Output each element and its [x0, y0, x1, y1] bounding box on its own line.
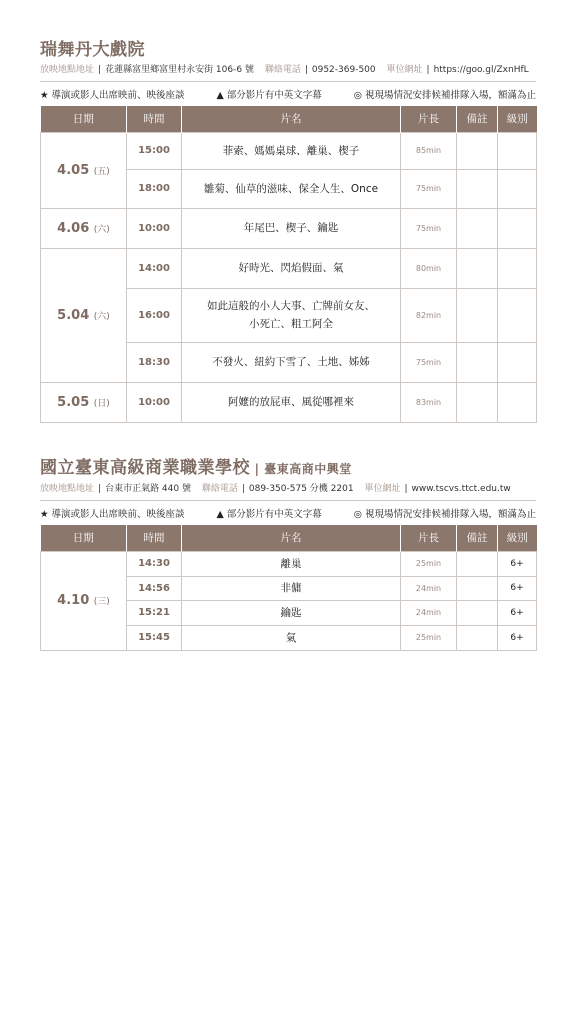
date-cell: 5.05 (日) — [41, 382, 127, 422]
note-cell — [457, 625, 498, 650]
table-row — [41, 248, 537, 288]
table-row — [41, 551, 537, 576]
venue-info: 放映地點地址 | 台東市正氣路 440 號 聯絡電話 | 089-350-575 分機 2201 單位網址 | www.tscvs.ttct.edu.tw — [40, 484, 536, 501]
length-cell: 83min — [401, 382, 457, 422]
length-cell: 24min — [401, 576, 457, 600]
address-value: 台東市正氣路 440 號 — [105, 484, 191, 494]
header-film: 片名 — [182, 525, 401, 551]
grade-cell — [498, 288, 537, 342]
time-cell: 14:00 — [127, 248, 182, 288]
note-cell — [457, 248, 498, 288]
film-cell: 如此這般的小人大事、亡牌前女友、 小死亡、粗工阿全 — [182, 288, 401, 342]
grade-cell: 6+ — [498, 600, 537, 625]
web-label: 單位網址 — [386, 65, 423, 75]
table-row — [41, 382, 537, 422]
phone-label: 聯絡電話 — [201, 484, 238, 494]
film-cell: 阿嬤的放屁車、風從哪裡來 — [182, 382, 401, 422]
note-cell — [457, 288, 498, 342]
table-header-row — [41, 525, 537, 551]
note-waitlist: ◎ 視現場情況安排候補排隊入場，額滿為止 — [353, 90, 536, 101]
note-cell — [457, 208, 498, 248]
address-label: 放映地點地址 — [40, 484, 95, 494]
time-cell: 15:45 — [127, 625, 182, 650]
web-label: 單位網址 — [364, 484, 401, 494]
header-date: 日期 — [41, 106, 127, 132]
length-cell: 75min — [401, 208, 457, 248]
header-time: 時間 — [127, 106, 182, 132]
grade-cell — [498, 382, 537, 422]
header-film: 片名 — [182, 106, 401, 132]
length-cell: 82min — [401, 288, 457, 342]
note-cell — [457, 382, 498, 422]
address-value: 花蓮縣富里鄉富里村永安街 106-6 號 — [105, 65, 254, 75]
note-waitlist: ◎ 視現場情況安排候補排隊入場，額滿為止 — [353, 509, 536, 520]
time-cell: 10:00 — [127, 208, 182, 248]
header-time: 時間 — [127, 525, 182, 551]
note-cell — [457, 132, 498, 169]
note-cell — [457, 600, 498, 625]
time-cell: 15:21 — [127, 600, 182, 625]
venue-section-1 — [40, 40, 536, 423]
length-cell: 25min — [401, 625, 457, 650]
length-cell: 24min — [401, 600, 457, 625]
web-link[interactable]: www.tscvs.ttct.edu.tw — [411, 484, 511, 494]
film-cell: 離巢 — [182, 551, 401, 576]
date-cell: 4.06 (六) — [41, 208, 127, 248]
note-cell — [457, 169, 498, 208]
time-cell: 18:00 — [127, 169, 182, 208]
grade-cell: 6+ — [498, 576, 537, 600]
length-cell: 80min — [401, 248, 457, 288]
phone-value: 089-350-575 分機 2201 — [248, 484, 354, 494]
note-speaker: ★ 導演或影人出席映前、映後座談 — [40, 509, 185, 520]
time-cell: 14:56 — [127, 576, 182, 600]
time-cell: 14:30 — [127, 551, 182, 576]
date-cell: 5.04 (六) — [41, 248, 127, 382]
venue-subtitle: 臺東高商中興堂 — [264, 462, 352, 476]
date-cell: 4.10 (三) — [41, 551, 127, 650]
table-header-row — [41, 106, 537, 132]
venue-title: 瑞舞丹大戲院 — [40, 40, 145, 60]
note-subtitle: ▲ 部分影片有中英文字幕 — [216, 509, 322, 520]
film-cell: 不發火、紐約下雪了、土地、姊姊 — [182, 342, 401, 382]
header-date: 日期 — [41, 525, 127, 551]
note-cell — [457, 342, 498, 382]
date-cell: 4.05 (五) — [41, 132, 127, 208]
grade-cell: 6+ — [498, 551, 537, 576]
film-cell: 菲索、媽媽桌球、離巢、楔子 — [182, 132, 401, 169]
notes-row — [40, 509, 536, 521]
schedule-table — [40, 525, 537, 651]
film-cell: 好時光、閃焰假面、氣 — [182, 248, 401, 288]
schedule-table — [40, 106, 537, 423]
table-row — [41, 132, 537, 169]
note-speaker: ★ 導演或影人出席映前、映後座談 — [40, 90, 185, 101]
note-subtitle: ▲ 部分影片有中英文字幕 — [216, 90, 322, 101]
grade-cell — [498, 132, 537, 169]
table-row — [41, 208, 537, 248]
header-length: 片長 — [401, 106, 457, 132]
note-cell — [457, 576, 498, 600]
header-grade: 級別 — [498, 525, 537, 551]
web-link[interactable]: https://goo.gl/ZxnHfL — [433, 65, 529, 75]
header-note: 備註 — [457, 106, 498, 132]
length-cell: 75min — [401, 342, 457, 382]
time-cell: 16:00 — [127, 288, 182, 342]
film-cell: 氣 — [182, 625, 401, 650]
time-cell: 18:30 — [127, 342, 182, 382]
grade-cell — [498, 248, 537, 288]
venue-title: 國立臺東高級商業職業學校 | 臺東高商中興堂 — [40, 458, 352, 478]
time-cell: 15:00 — [127, 132, 182, 169]
phone-label: 聯絡電話 — [264, 65, 301, 75]
note-cell — [457, 551, 498, 576]
film-cell: 非傭 — [182, 576, 401, 600]
grade-cell — [498, 342, 537, 382]
header-note: 備註 — [457, 525, 498, 551]
grade-cell: 6+ — [498, 625, 537, 650]
header-length: 片長 — [401, 525, 457, 551]
notes-row — [40, 90, 536, 102]
venue-section-2 — [40, 458, 536, 651]
film-cell: 雛菊、仙草的滋味、保全人生、Once — [182, 169, 401, 208]
time-cell: 10:00 — [127, 382, 182, 422]
length-cell: 85min — [401, 132, 457, 169]
film-cell: 年尾巴、楔子、鑰匙 — [182, 208, 401, 248]
length-cell: 75min — [401, 169, 457, 208]
grade-cell — [498, 169, 537, 208]
phone-value: 0952-369-500 — [311, 65, 376, 75]
film-cell: 鑰匙 — [182, 600, 401, 625]
venue-info: 放映地點地址 | 花蓮縣富里鄉富里村永安街 106-6 號 聯絡電話 | 0952-369-500 單位網址 | https://goo.gl/ZxnHfL — [40, 65, 536, 82]
address-label: 放映地點地址 — [40, 65, 95, 75]
length-cell: 25min — [401, 551, 457, 576]
grade-cell — [498, 208, 537, 248]
header-grade: 級別 — [498, 106, 537, 132]
